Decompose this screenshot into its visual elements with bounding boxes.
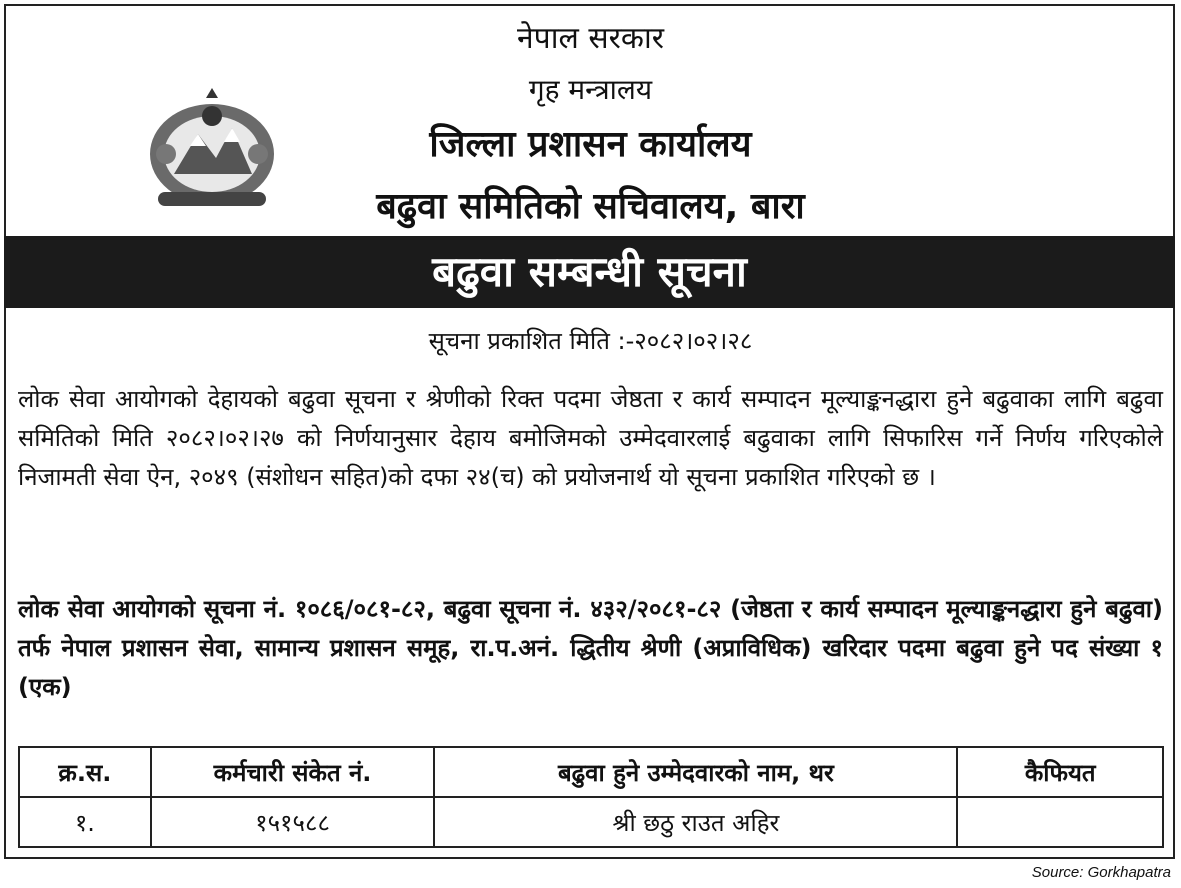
notice-paragraph-details: लोक सेवा आयोगको सूचना नं. १०८६/०८१-८२, बढुवा सूचना नं. ४३२/२०८१-८२ (जेष्ठता र कार्य सम्पादन मूल्याङ्कनद्धारा हुने बढुवा) तर्फ नेपाल प्रशासन सेवा, सामान्य प्रशासन समूह, रा.प.अनं. द्धितीय श्रेणी (अप्राविधिक) खरिदार पदमा बढुवा हुने पद संख्या १ (एक) (18, 595, 1163, 701)
cell-candidate-name: श्री छठु राउत अहिर (434, 797, 957, 847)
table-header-row (19, 747, 1163, 797)
government-name: नेपाल सरकार (517, 21, 664, 56)
ministry-name: गृह मन्त्रालय (528, 73, 653, 106)
col-employee-code: कर्मचारी संकेत नं. (151, 747, 435, 797)
publish-date: सूचना प्रकाशित मिति :-२०८२।०२।२८ (428, 327, 753, 355)
col-serial-number: क्र.स. (19, 747, 151, 797)
cell-employee-code: १५१५८८ (151, 797, 435, 847)
secretariat-name: बढुवा समितिको सचिवालय, बारा (376, 186, 805, 227)
col-candidate-name: बढुवा हुने उम्मेदवारको नाम, थर (434, 747, 957, 797)
table-row (19, 797, 1163, 847)
col-remarks: कैफियत (957, 747, 1163, 797)
promotion-table (18, 746, 1164, 848)
notice-title-banner: बढुवा सम्बन्धी सूचना (4, 236, 1175, 308)
office-name: जिल्ला प्रशासन कार्यालय (429, 124, 752, 165)
source-credit: Source: Gorkhapatra (1031, 864, 1171, 881)
notice-paragraph-main: लोक सेवा आयोगको देहायको बढुवा सूचना र श्रेणीको रिक्त पदमा जेष्ठता र कार्य सम्पादन मूल्याङ्कनद्धारा हुने बढुवाका लागि बढुवा समितिको मिति २०८२।०२।२७ को निर्णयानुसार देहाय बमोजिमको उम्मेदवारलाई बढुवाका लागि सिफारिस गर्ने निर्णय गरिएकोले निजामती सेवा ऐन, २०४९ (संशोधन सहित)को दफा २४(च) को प्रयोजनार्थ यो सूचना प्रकाशित गरिएको छ । (18, 385, 1163, 491)
cell-serial-number: १. (19, 797, 151, 847)
cell-remarks (957, 797, 1163, 847)
